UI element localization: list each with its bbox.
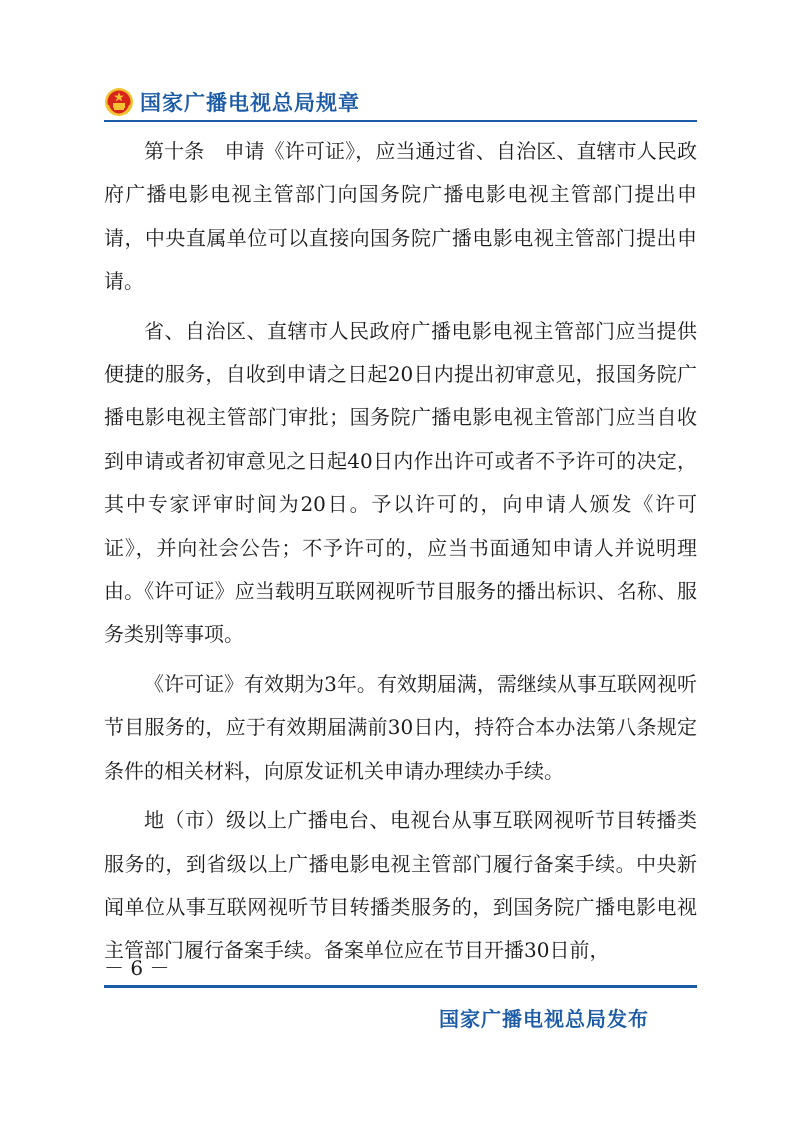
header-title: 国家广播电视总局规章	[140, 91, 360, 115]
national-emblem-icon	[104, 87, 134, 117]
footer-divider	[104, 985, 697, 988]
header-divider	[104, 120, 697, 122]
page-header	[104, 82, 360, 122]
page-number: － 6 －	[104, 956, 170, 980]
article-body	[104, 130, 697, 979]
paragraph: 第十条 申请《许可证》，应当通过省、自治区、直辖市人民政府广播电影电视主管部门向国务院广播电影电视主管部门提出申请，中央直属单位可以直接向国务院广播电影电视主管部门提出申请。	[104, 139, 697, 294]
paragraph: 《许可证》有效期为3年。有效期届满，需继续从事互联网视听节目服务的，应于有效期届满前30日内，持符合本办法第八条规定条件的相关材料，向原发证机关申请办理续办手续。	[104, 671, 697, 783]
footer-publisher: 国家广播电视总局发布	[439, 1007, 649, 1031]
paragraph: 省、自治区、直辖市人民政府广播电影电视主管部门应当提供便捷的服务，自收到申请之日起20日内提出初审意见，报国务院广播电影电视主管部门审批；国务院广播电影电视主管部门应当自收到申请或者初审意见之日起40日内作出许可或者不予许可的决定，其中专家评审时间为20日。予以许可的，向申请人颁发《许可证》，并向社会公告；不予许可的，应当书面通知申请人并说明理由。《许可证》应当载明互联网视听节目服务的播出标识、名称、服务类别等事项。	[104, 318, 697, 647]
paragraph: 地（市）级以上广播电台、电视台从事互联网视听节目转播类服务的，到省级以上广播电影电视主管部门履行备案手续。中央新闻单位从事互联网视听节目转播类服务的，到国务院广播电影电视主管部门履行备案手续。备案单位应在节目开播30日前，	[104, 808, 697, 963]
